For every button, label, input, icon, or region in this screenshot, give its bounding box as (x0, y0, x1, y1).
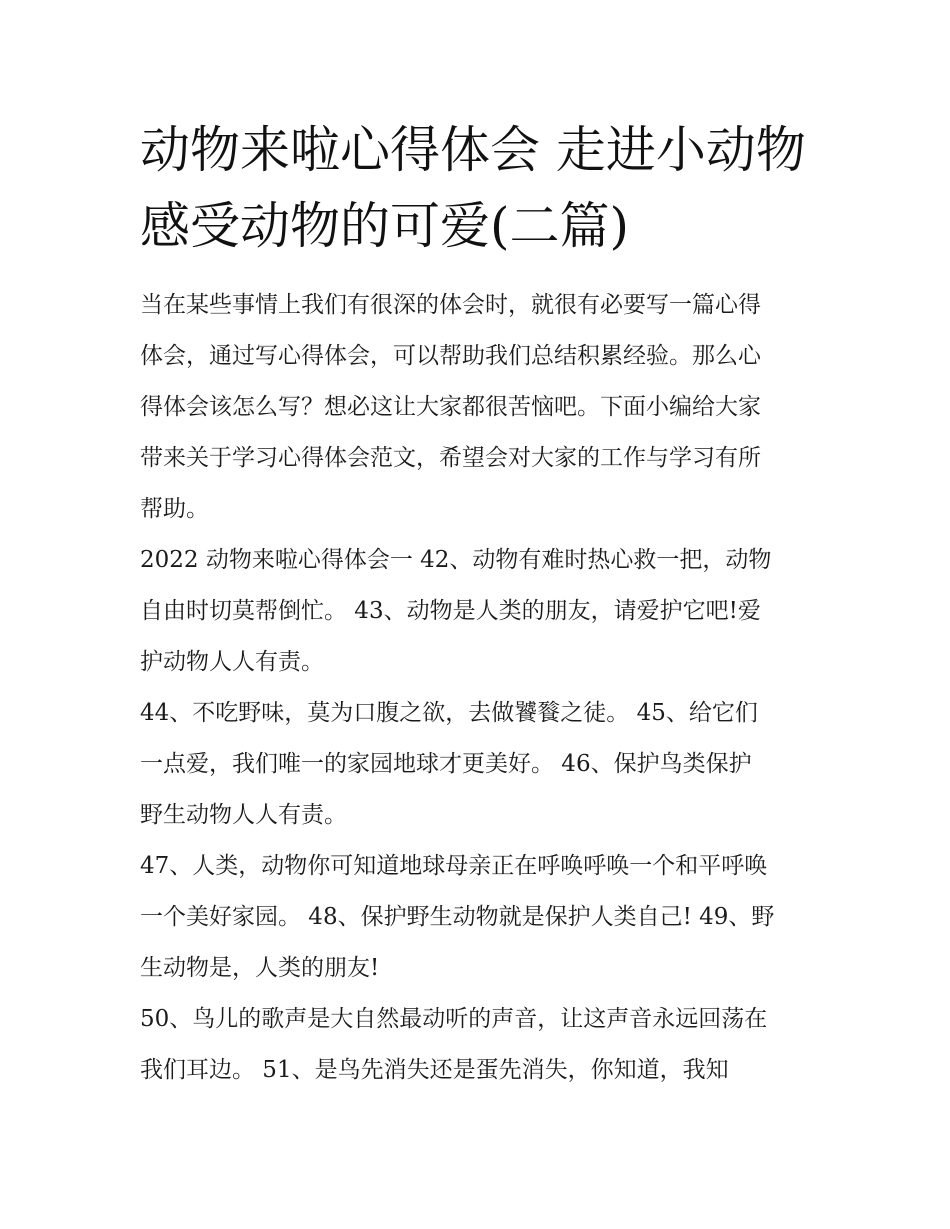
paragraph (140, 841, 820, 994)
paragraph-intro (140, 280, 820, 535)
text-line: 护动物人人有责。 (140, 649, 324, 675)
text-line: 生动物是，人类的朋友! (140, 955, 380, 981)
text-line: 帮助。 (140, 496, 209, 522)
text-line: 一个美好家园。 48、保护野生动物就是保护人类自己! 49、野 (140, 904, 775, 930)
text-line: 50、鸟儿的歌声是大自然最动听的声音，让这声音永远回荡在 (140, 1006, 768, 1032)
text-line: 自由时切莫帮倒忙。 43、动物是人类的朋友，请爱护它吧!爱 (140, 598, 761, 624)
text-line: 一点爱，我们唯一的家园地球才更美好。 46、保护鸟类保护 (140, 751, 752, 777)
paragraph (140, 994, 820, 1096)
document-title (140, 112, 820, 264)
text-line: 我们耳边。 51、是鸟先消失还是蛋先消失，你知道，我知 (140, 1057, 729, 1083)
text-line: 带来关于学习心得体会范文，希望会对大家的工作与学习有所 (140, 445, 761, 471)
text-line: 野生动物人人有责。 (140, 802, 347, 828)
text-line: 47、人类，动物你可知道地球母亲正在呼唤呼唤一个和平呼唤 (140, 853, 768, 879)
title-line: 动物来啦心得体会 走进小动物 (140, 121, 806, 179)
paragraph (140, 688, 820, 841)
text-line: 44、不吃野味，莫为口腹之欲，去做饕餮之徒。 45、给它们 (140, 700, 758, 726)
paragraph (140, 535, 820, 688)
text-line: 2022 动物来啦心得体会一 42、动物有难时热心救一把，动物 (140, 547, 772, 573)
text-line: 体会，通过写心得体会，可以帮助我们总结积累经验。那么心 (140, 343, 761, 369)
document-body (140, 280, 820, 1096)
text-line: 得体会该怎么写？想必这让大家都很苦恼吧。下面小编给大家 (140, 394, 761, 420)
title-line: 感受动物的可爱(二篇) (140, 197, 630, 255)
text-line: 当在某些事情上我们有很深的体会时，就很有必要写一篇心得 (140, 292, 761, 318)
